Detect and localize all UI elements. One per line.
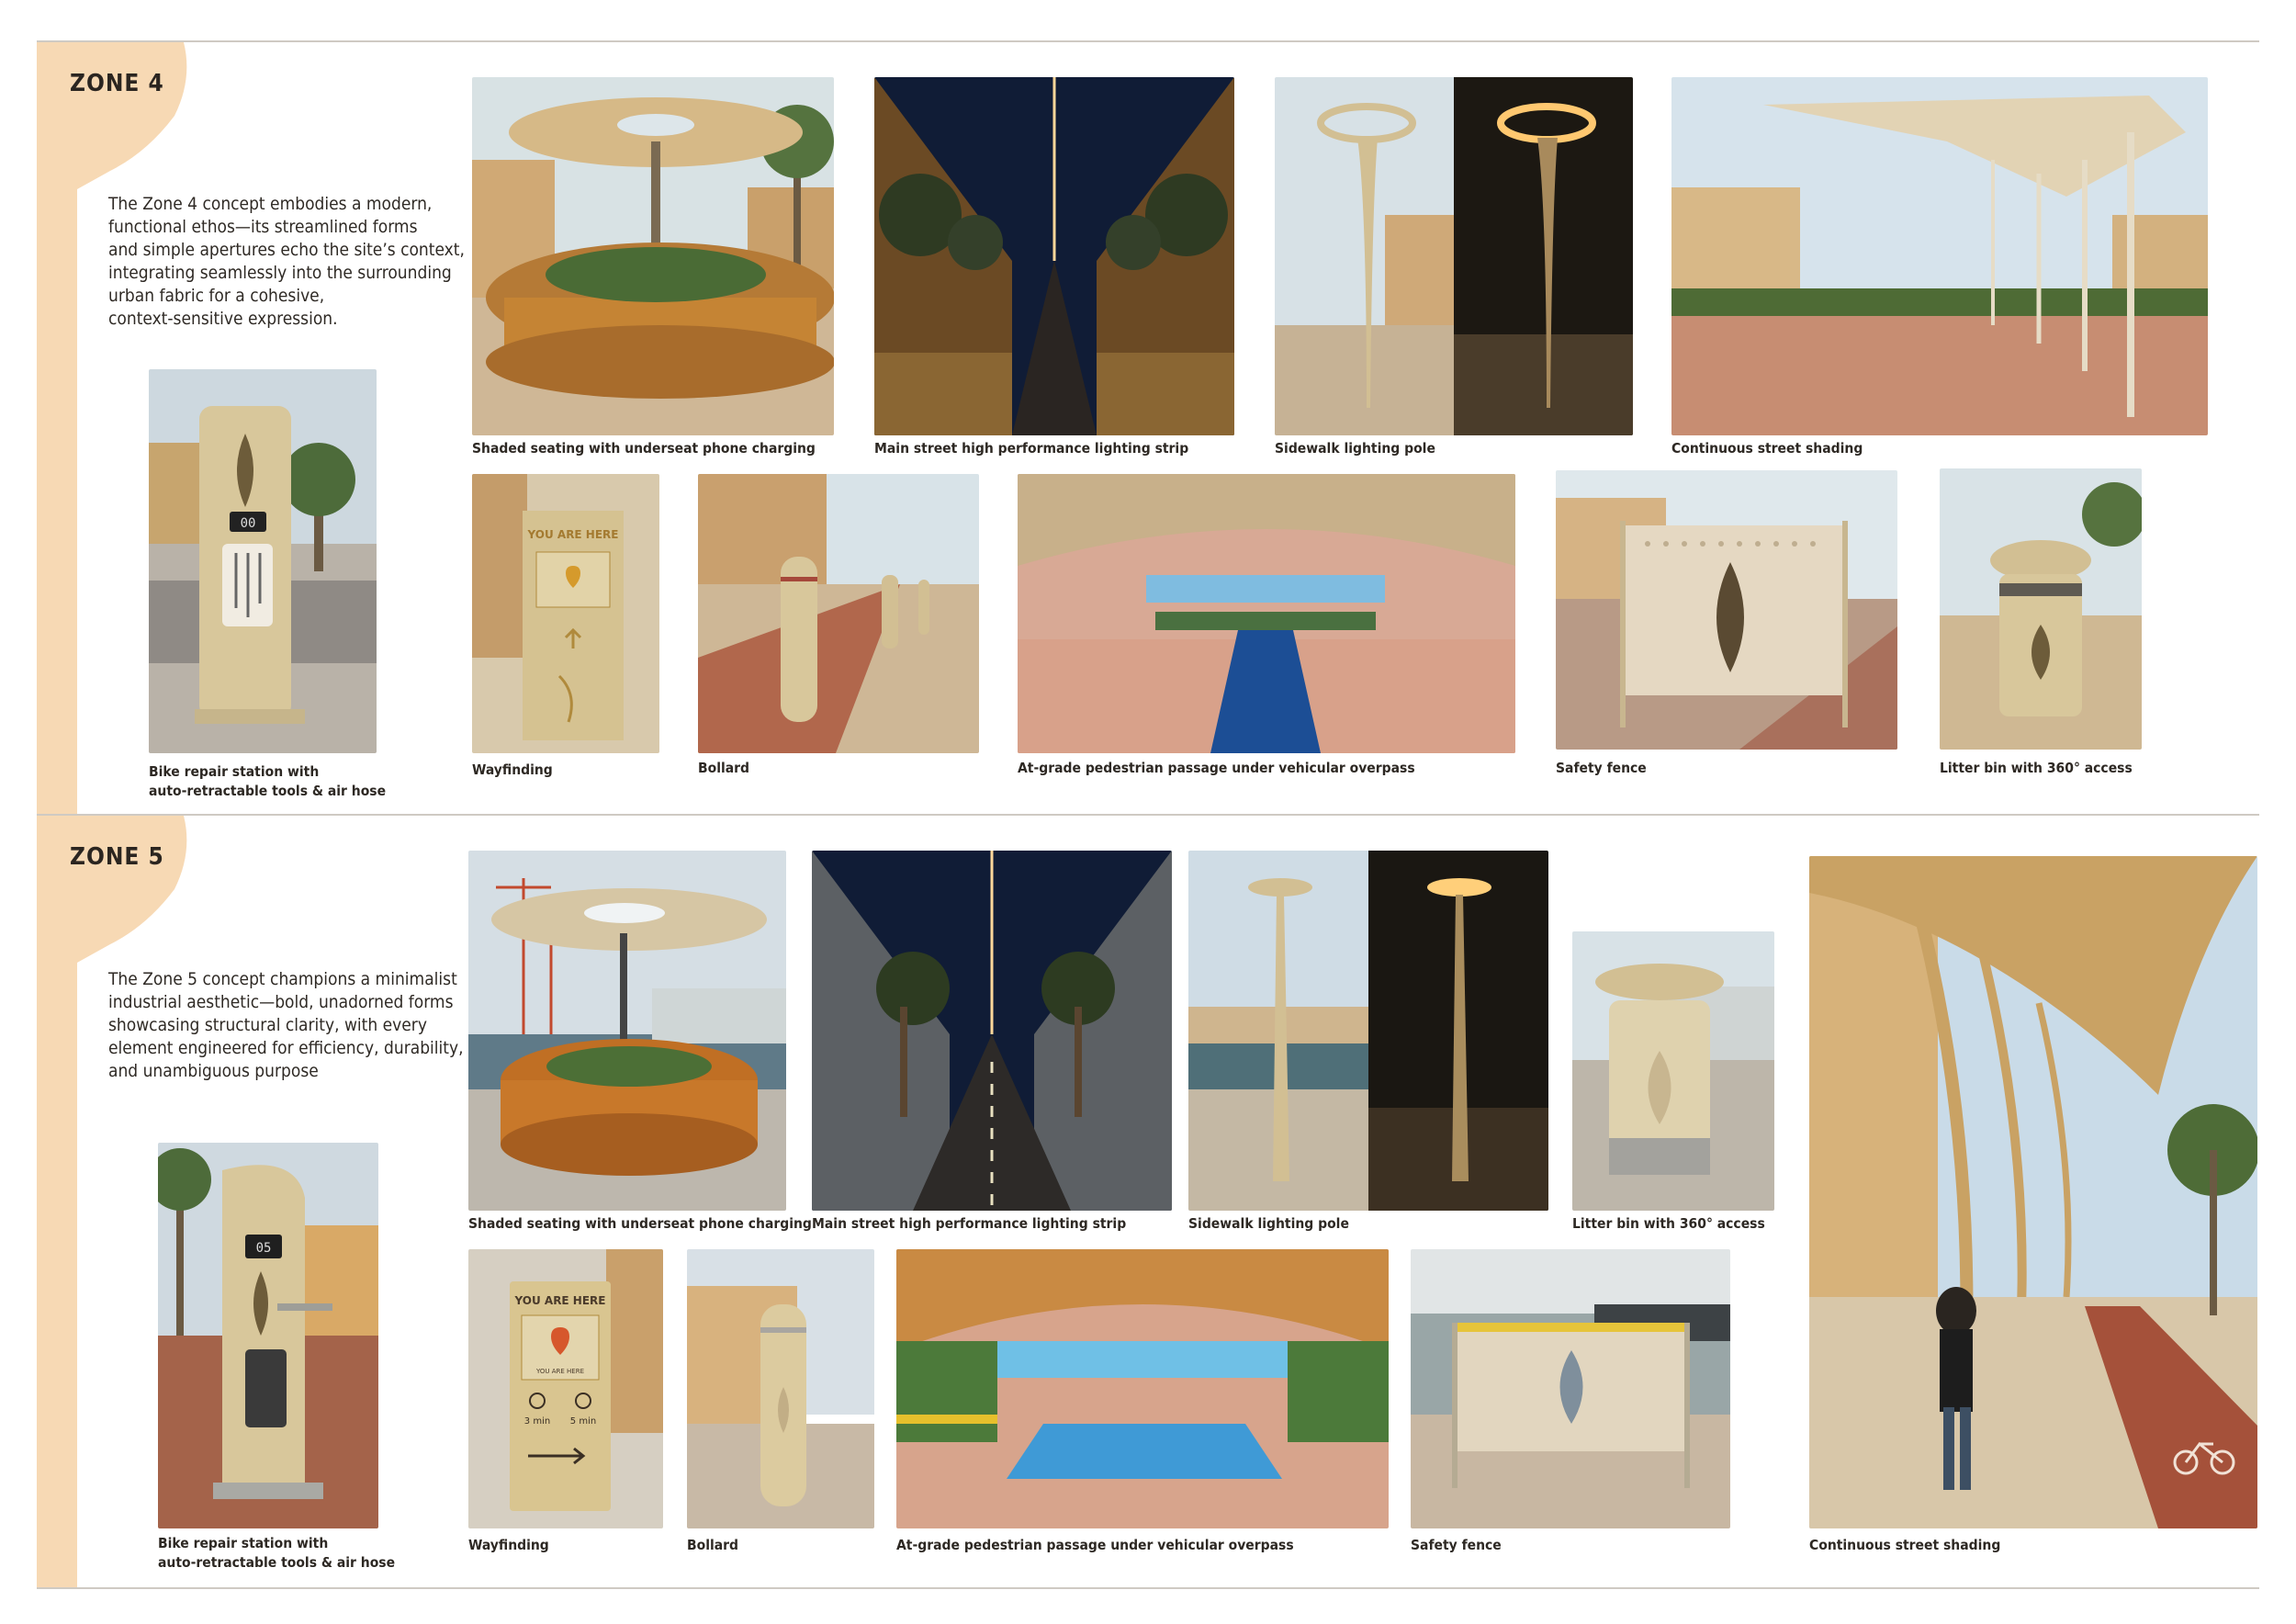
zone4-station-display: 00 xyxy=(240,516,256,531)
zone5-safety-fence-image xyxy=(1411,1249,1730,1528)
zone4-bike-repair-caption: Bike repair station with auto-retractable tools & air hose xyxy=(149,763,387,799)
zone4-litter-bin-caption: Litter bin with 360° access xyxy=(1940,760,2133,776)
zone4-wayfinding-title: YOU ARE HERE xyxy=(527,528,619,541)
zone5-tab-shape xyxy=(37,816,193,963)
zone4-description: The Zone 4 concept embodies a modern, functional ethos—its streamlined forms and simple apertures echo the site’s context, integrating seamlessly into the surrounding urban fabric for a cohesive, context-sensitive expression. xyxy=(108,194,465,329)
zone4-label: ZONE 4 xyxy=(70,70,164,97)
zone5-passage-image xyxy=(896,1249,1389,1528)
zone5-lighting-pole-caption: Sidewalk lighting pole xyxy=(1188,1215,1349,1232)
zone4-bollard-caption: Bollard xyxy=(698,760,750,776)
zone4-safety-fence-caption: Safety fence xyxy=(1556,760,1647,776)
zone5-street-shading-image xyxy=(1809,856,2257,1528)
zone4-passage-caption: At-grade pedestrian passage under vehicular overpass xyxy=(1018,760,1415,776)
zone5-wayfinding-title: YOU ARE HERE xyxy=(514,1294,606,1307)
zone5-wayfinding-image xyxy=(468,1249,663,1528)
zone5-description: The Zone 5 concept champions a minimalist industrial aesthetic—bold, unadorned forms showcasing structural clarity, with every element engineered for efficiency, durability, and unambiguous purpose xyxy=(108,969,464,1081)
zone4-lighting-pole-caption: Sidewalk lighting pole xyxy=(1275,440,1435,457)
zone4-wayfinding-image xyxy=(472,474,659,753)
zone4-bike-repair-image xyxy=(149,369,377,753)
zone5-wayfinding-marker: YOU ARE HERE xyxy=(535,1368,585,1375)
zone5-shaded-seating-caption: Shaded seating with underseat phone charging xyxy=(468,1215,812,1232)
zone5-lighting-strip-image xyxy=(812,851,1172,1211)
zone-divider-rule xyxy=(37,814,2259,816)
zone5-walk-time: 3 min xyxy=(523,1416,551,1427)
zone4-safety-fence-image xyxy=(1556,470,1897,750)
zone5-bollard-caption: Bollard xyxy=(687,1537,739,1553)
zone4-shaded-seating-caption: Shaded seating with underseat phone charging xyxy=(472,440,816,457)
zone5-bike-repair-image xyxy=(158,1143,378,1528)
zone5-lighting-pole-image xyxy=(1188,851,1548,1211)
zone5-bollard-image xyxy=(687,1249,874,1528)
zone5-passage-caption: At-grade pedestrian passage under vehicular overpass xyxy=(896,1537,1294,1553)
zone4-street-shading-caption: Continuous street shading xyxy=(1671,440,1863,457)
zone5-bike-repair-caption: Bike repair station with auto-retractable tools & air hose xyxy=(158,1535,396,1571)
zone4-wayfinding-caption: Wayfinding xyxy=(472,761,553,778)
zone4-lighting-strip-caption: Main street high performance lighting strip xyxy=(874,440,1189,457)
zone5-bike-time: 5 min xyxy=(569,1416,597,1427)
zone5-safety-fence-caption: Safety fence xyxy=(1411,1537,1502,1553)
zone5-lighting-strip-caption: Main street high performance lighting strip xyxy=(812,1215,1127,1232)
zone4-shaded-seating-image xyxy=(472,77,834,435)
zone5-street-shading-caption: Continuous street shading xyxy=(1809,1537,2001,1553)
zone4-street-shading-image xyxy=(1671,77,2208,435)
zone4-litter-bin-image xyxy=(1940,468,2142,750)
top-rule xyxy=(37,40,2259,42)
zone5-label: ZONE 5 xyxy=(70,843,164,871)
zone4-lighting-pole-image xyxy=(1275,77,1633,435)
zone4-bollard-image xyxy=(698,474,979,753)
zone5-litter-bin-image xyxy=(1572,931,1774,1211)
zone5-shaded-seating-image xyxy=(468,851,786,1211)
zone4-tab-shape xyxy=(37,42,193,189)
zone4-passage-image xyxy=(1018,474,1515,753)
zone5-station-display: 05 xyxy=(255,1241,272,1256)
zone5-litter-bin-caption: Litter bin with 360° access xyxy=(1572,1215,1765,1232)
bottom-rule xyxy=(37,1587,2259,1589)
zone4-lighting-strip-image xyxy=(874,77,1234,435)
zone5-wayfinding-caption: Wayfinding xyxy=(468,1537,549,1553)
